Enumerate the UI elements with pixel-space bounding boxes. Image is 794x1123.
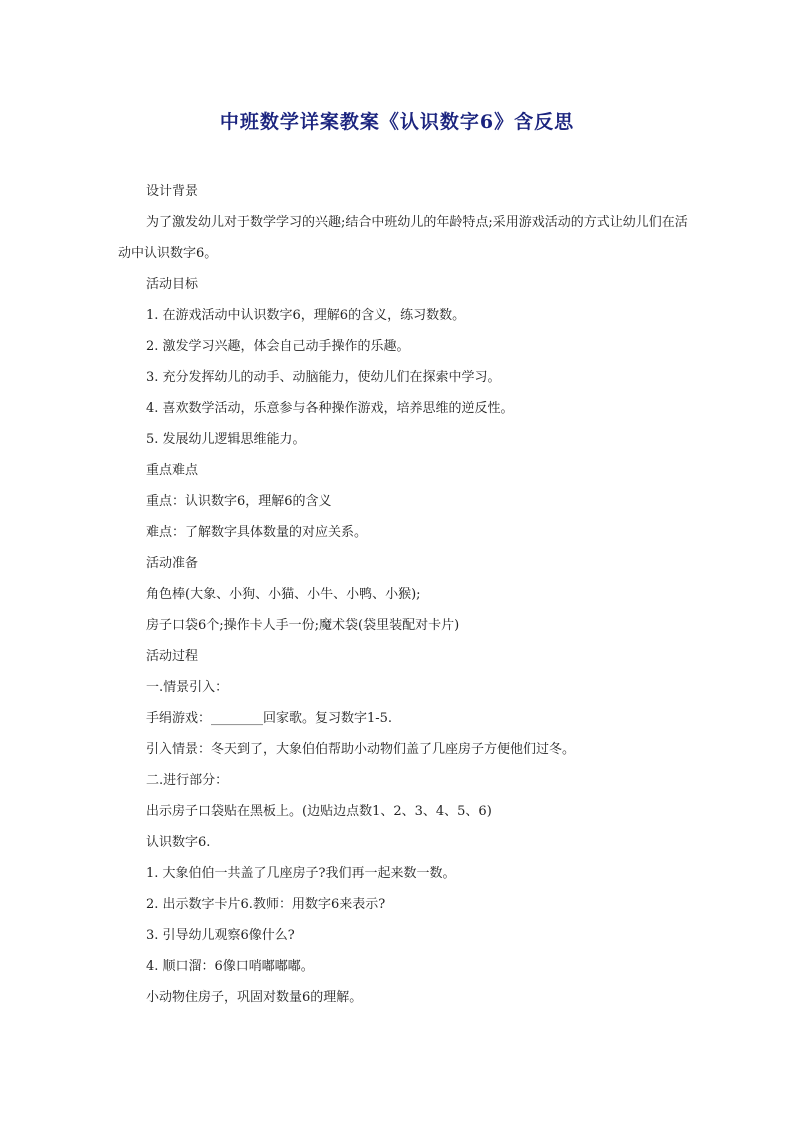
goal-item-4: 4. 喜欢数学活动，乐意参与各种操作游戏，培养思维的逆反性。 [146,401,514,416]
process-text: 手绢游戏：________回家歌。复习数字1-5. [146,711,393,726]
process-step-main: 二.进行部分： [146,773,229,788]
process-step-intro: 一.情景引入： [146,680,229,695]
document-body [118,176,688,1013]
goal-item-5: 5. 发展幼儿逻辑思维能力。 [146,432,306,447]
process-text: 引入情景：冬天到了，大象伯伯帮助小动物们盖了几座房子方便他们过冬。 [146,742,576,757]
preparation-item-1: 角色棒(大象、小狗、小猫、小牛、小鸭、小猴); [146,587,421,602]
section-heading-key-points: 重点难点 [146,463,199,478]
process-item-4: 4. 顺口溜：6像口哨嘟嘟嘟。 [146,959,314,974]
process-text: 认识数字6. [146,835,211,850]
goal-item-2: 2. 激发学习兴趣，体会自己动手操作的乐趣。 [146,339,410,354]
process-item-2: 2. 出示数字卡片6.教师：用数字6来表示? [146,897,386,912]
section-heading-background: 设计背景 [146,184,199,199]
goal-item-1: 1. 在游戏活动中认识数字6，理解6的含义，练习数数。 [146,308,466,323]
paragraph-background: 为了激发幼儿对于数学学习的兴趣;结合中班幼儿的年龄特点;采用游戏活动的方式让幼儿们在活动中认识数字6。 [118,215,688,261]
preparation-item-2: 房子口袋6个;操作卡人手一份;魔术袋(袋里装配对卡片) [146,618,460,633]
goal-item-3: 3. 充分发挥幼儿的动手、动脑能力，使幼儿们在探索中学习。 [146,370,501,385]
document-title: 中班数学详案教案《认识数字6》含反思 [219,111,575,133]
section-heading-goals: 活动目标 [146,277,199,292]
process-text: 小动物住房子，巩固对数量6的理解。 [146,990,363,1005]
key-point: 重点：认识数字6，理解6的含义 [146,494,332,509]
section-heading-preparation: 活动准备 [146,556,199,571]
process-text: 出示房子口袋贴在黑板上。(边贴边点数1、2、3、4、5、6) [146,804,492,819]
process-item-1: 1. 大象伯伯一共盖了几座房子?我们再一起来数一数。 [146,866,456,881]
section-heading-process: 活动过程 [146,649,199,664]
process-item-3: 3. 引导幼儿观察6像什么? [146,928,295,943]
difficult-point: 难点：了解数字具体数量的对应关系。 [146,525,368,540]
